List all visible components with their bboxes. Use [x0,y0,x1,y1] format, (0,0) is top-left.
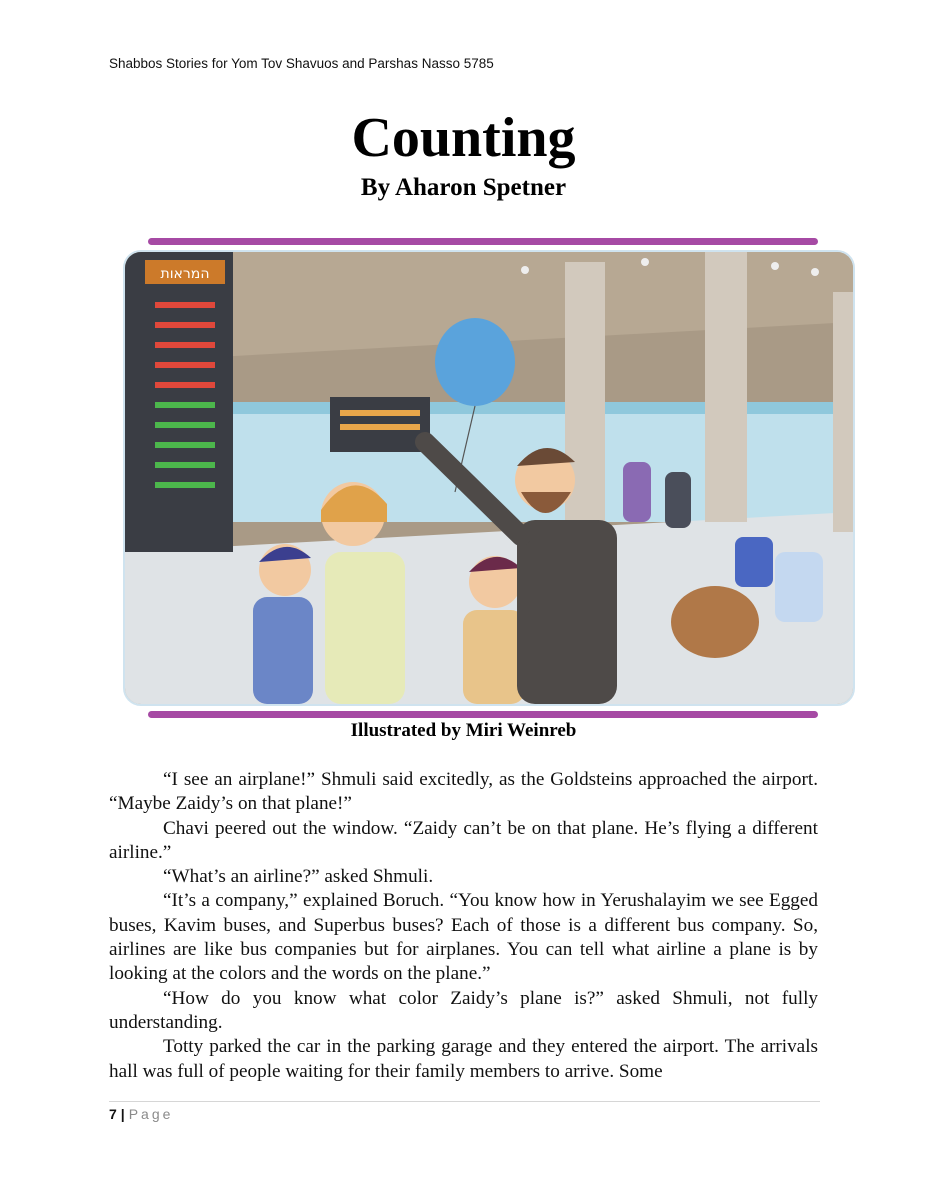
board-sign-text: המראות [160,266,210,282]
bottom-divider-bar [148,711,818,718]
author-byline: By Aharon Spetner [360,174,567,201]
page-label: Page [128,1106,174,1122]
story-paragraph: “I see an airplane!” Shmuli said excitedly, as the Goldsteins approached the airport. “Maybe Zaidy’s on that plane!” [109,769,818,815]
illustrator-credit: Illustrated by Miri Weinreb [350,720,577,741]
story-paragraph: Totty parked the car in the parking garage and they entered the airport. The arrivals hall was full of people waiting for their family members to arrive. Some [109,1036,818,1082]
running-header: Shabbos Stories for Yom Tov Shavuos and Parshas Nasso 5785 [109,56,494,71]
footer-divider [109,1101,820,1102]
story-paragraph: Chavi peered out the window. “Zaidy can’t be on that plane. He’s flying a different airline.” [109,817,818,863]
page-number: 7 [109,1106,117,1122]
story-paragraph: “It’s a company,” explained Boruch. “You know how in Yerushalayim we see Egged buses, Kavim buses, and Superbus buses? Each of those is a different bus company. So, airlines are like bus companies but for airplanes. You can tell what airline a plane is by looking at the colors and the words on the plane.” [109,890,818,985]
page-footer [109,1106,173,1122]
airport-illustration [123,250,855,706]
story-title: Counting [351,107,576,169]
story-paragraph: “How do you know what color Zaidy’s plane is?” asked Shmuli, not fully understanding. [109,987,818,1033]
story-body [109,768,818,1084]
footer-separator: | [120,1106,125,1122]
story-paragraph: “What’s an airline?” asked Shmuli. [163,866,434,888]
top-divider-bar [148,238,818,245]
